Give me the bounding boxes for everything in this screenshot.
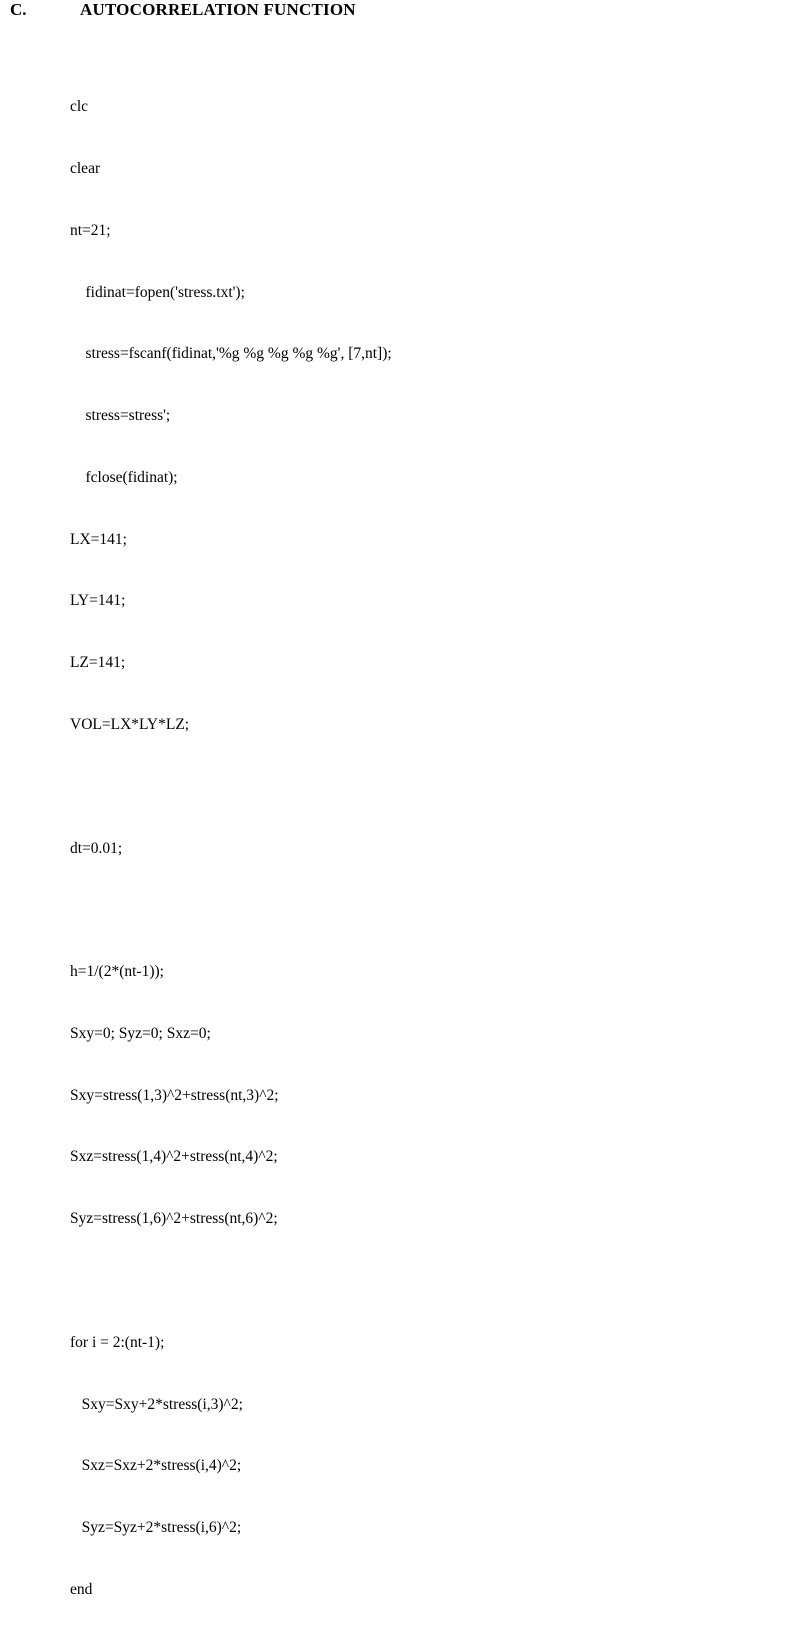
- code-line: Sxz=Sxz+2*stress(i,4)^2;: [70, 1457, 242, 1475]
- section-heading-title: AUTOCORRELATION FUNCTION: [80, 0, 356, 19]
- code-line: Sxy=0; Syz=0; Sxz=0;: [70, 1024, 211, 1042]
- code-line-blank: [70, 900, 800, 921]
- code-line: LX=141;: [70, 530, 127, 548]
- code-line: Sxy=stress(1,3)^2+stress(nt,3)^2;: [70, 1086, 279, 1104]
- code-line: stress=fscanf(fidinat,'%g %g %g %g %g', [7,nt]);: [70, 345, 392, 363]
- code-line-blank: [70, 1271, 800, 1292]
- code-line: Syz=Syz+2*stress(i,6)^2;: [70, 1519, 242, 1537]
- code-line: LZ=141;: [70, 654, 126, 672]
- code-line: dt=0.01;: [70, 839, 123, 857]
- code-line: end: [70, 1580, 93, 1598]
- code-line: h=1/(2*(nt-1));: [70, 963, 164, 981]
- code-line: VOL=LX*LY*LZ;: [70, 716, 190, 733]
- section-heading-label: C.: [10, 0, 27, 19]
- code-line: Syz=stress(1,6)^2+stress(nt,6)^2;: [70, 1210, 278, 1228]
- code-line: fclose(fidinat);: [70, 468, 178, 486]
- code-line: clc: [70, 98, 89, 116]
- code-line: Sxy=Sxy+2*stress(i,3)^2;: [70, 1395, 243, 1413]
- code-line: stress=stress';: [70, 407, 171, 425]
- code-line: clear: [70, 159, 101, 177]
- code-line: nt=21;: [70, 221, 111, 239]
- code-line: LY=141;: [70, 592, 126, 610]
- code-line-blank: [70, 777, 800, 798]
- code-listing: [0, 56, 800, 1642]
- code-line: fidinat=fopen('stress.txt');: [70, 283, 245, 301]
- code-line: for i = 2:(nt-1);: [70, 1333, 165, 1351]
- code-line: Sxz=stress(1,4)^2+stress(nt,4)^2;: [70, 1148, 278, 1166]
- section-heading: [0, 0, 800, 20]
